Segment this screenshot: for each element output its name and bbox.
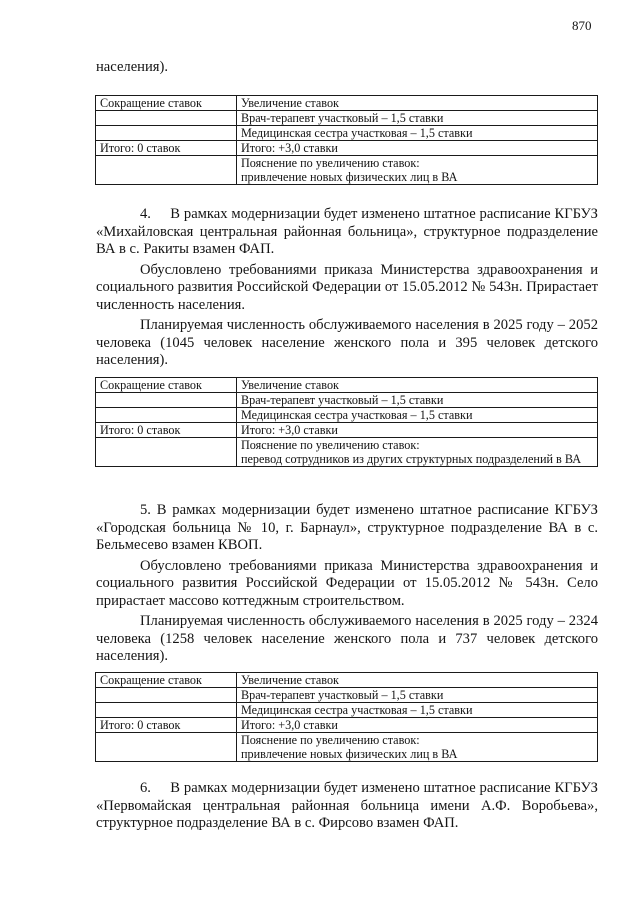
paragraph: Обусловлено требованиями приказа Министерства здравоохранения и социального развития Российской Федерации от 15.05.2012 № 543н. Село прирастает массово коттеджным строительством. [96,557,598,609]
explanation-text: привлечение новых физических лиц в ВА [241,170,458,184]
explanation-cell [237,156,598,185]
header-increase: Увеличение ставок [237,378,598,393]
explanation-title: Пояснение по увеличению ставок: [241,156,420,170]
table-header-row [96,378,598,393]
table-header-row [96,96,598,111]
table-row [96,703,598,718]
table-row [96,393,598,408]
staff-table-3 [95,672,598,762]
increase-item: Врач-терапевт участковый – 1,5 ставки [237,111,598,126]
table-header-row [96,673,598,688]
explanation-text: привлечение новых физических лиц в ВА [241,747,458,761]
table-row [96,111,598,126]
header-reduction: Сокращение ставок [96,378,237,393]
intro-fragment: населения). [96,59,169,75]
section-5 [96,502,598,666]
header-reduction: Сокращение ставок [96,673,237,688]
header-increase: Увеличение ставок [237,673,598,688]
total-increase: Итого: +3,0 ставки [237,718,598,733]
section-6 [96,780,598,833]
total-increase: Итого: +3,0 ставки [237,423,598,438]
paragraph: 4. В рамках модернизации будет изменено штатное расписание КГБУЗ «Михайловская центральная районная больница», структурное подразделение ВА в с. Ракиты взамен ФАП. [96,206,598,257]
table-row [96,733,598,762]
table-row [96,423,598,438]
section-4 [96,206,598,370]
total-reduction: Итого: 0 ставок [96,718,237,733]
paragraph: Обусловлено требованиями приказа Министерства здравоохранения и социального развития Российской Федерации от 15.05.2012 № 543н. Прирастает численность населения. [96,261,598,313]
increase-item: Врач-терапевт участковый – 1,5 ставки [237,393,598,408]
increase-item: Медицинская сестра участковая – 1,5 ставки [237,126,598,141]
explanation-cell [237,733,598,762]
paragraph: 6. В рамках модернизации будет изменено штатное расписание КГБУЗ «Первомайская центральная районная больница имени А.Ф. Воробьева», структурное подразделение ВА в с. Фирсово взамен ФАП. [96,780,598,831]
total-reduction: Итого: 0 ставок [96,423,237,438]
table-row [96,718,598,733]
increase-item: Медицинская сестра участковая – 1,5 ставки [237,408,598,423]
staff-table-1 [95,95,598,185]
table-row [96,141,598,156]
header-increase: Увеличение ставок [237,96,598,111]
page-number: 870 [572,18,592,33]
explanation-text: перевод сотрудников из других структурных подразделений в ВА [241,452,582,466]
staff-table-2 [95,377,598,467]
paragraph: 5. В рамках модернизации будет изменено штатное расписание КГБУЗ «Городская больница № 10, г. Барнаул», структурное подразделение ВА в с. Бельмесево взамен КВОП. [96,502,598,553]
increase-item: Врач-терапевт участковый – 1,5 ставки [237,688,598,703]
explanation-title: Пояснение по увеличению ставок: [241,733,420,747]
table-row [96,126,598,141]
paragraph: Планируемая численность обслуживаемого населения в 2025 году – 2324 человека (1258 человек население женского пола и 737 человек детского населения). [96,613,598,664]
table-row [96,688,598,703]
total-increase: Итого: +3,0 ставки [237,141,598,156]
increase-item: Медицинская сестра участковая – 1,5 ставки [237,703,598,718]
total-reduction: Итого: 0 ставок [96,141,237,156]
explanation-cell [237,438,598,467]
table-row [96,156,598,185]
table-row [96,438,598,467]
header-reduction: Сокращение ставок [96,96,237,111]
explanation-title: Пояснение по увеличению ставок: [241,438,420,452]
table-row [96,408,598,423]
paragraph: Планируемая численность обслуживаемого населения в 2025 году – 2052 человека (1045 человек население женского пола и 395 человек детского населения). [96,317,598,368]
